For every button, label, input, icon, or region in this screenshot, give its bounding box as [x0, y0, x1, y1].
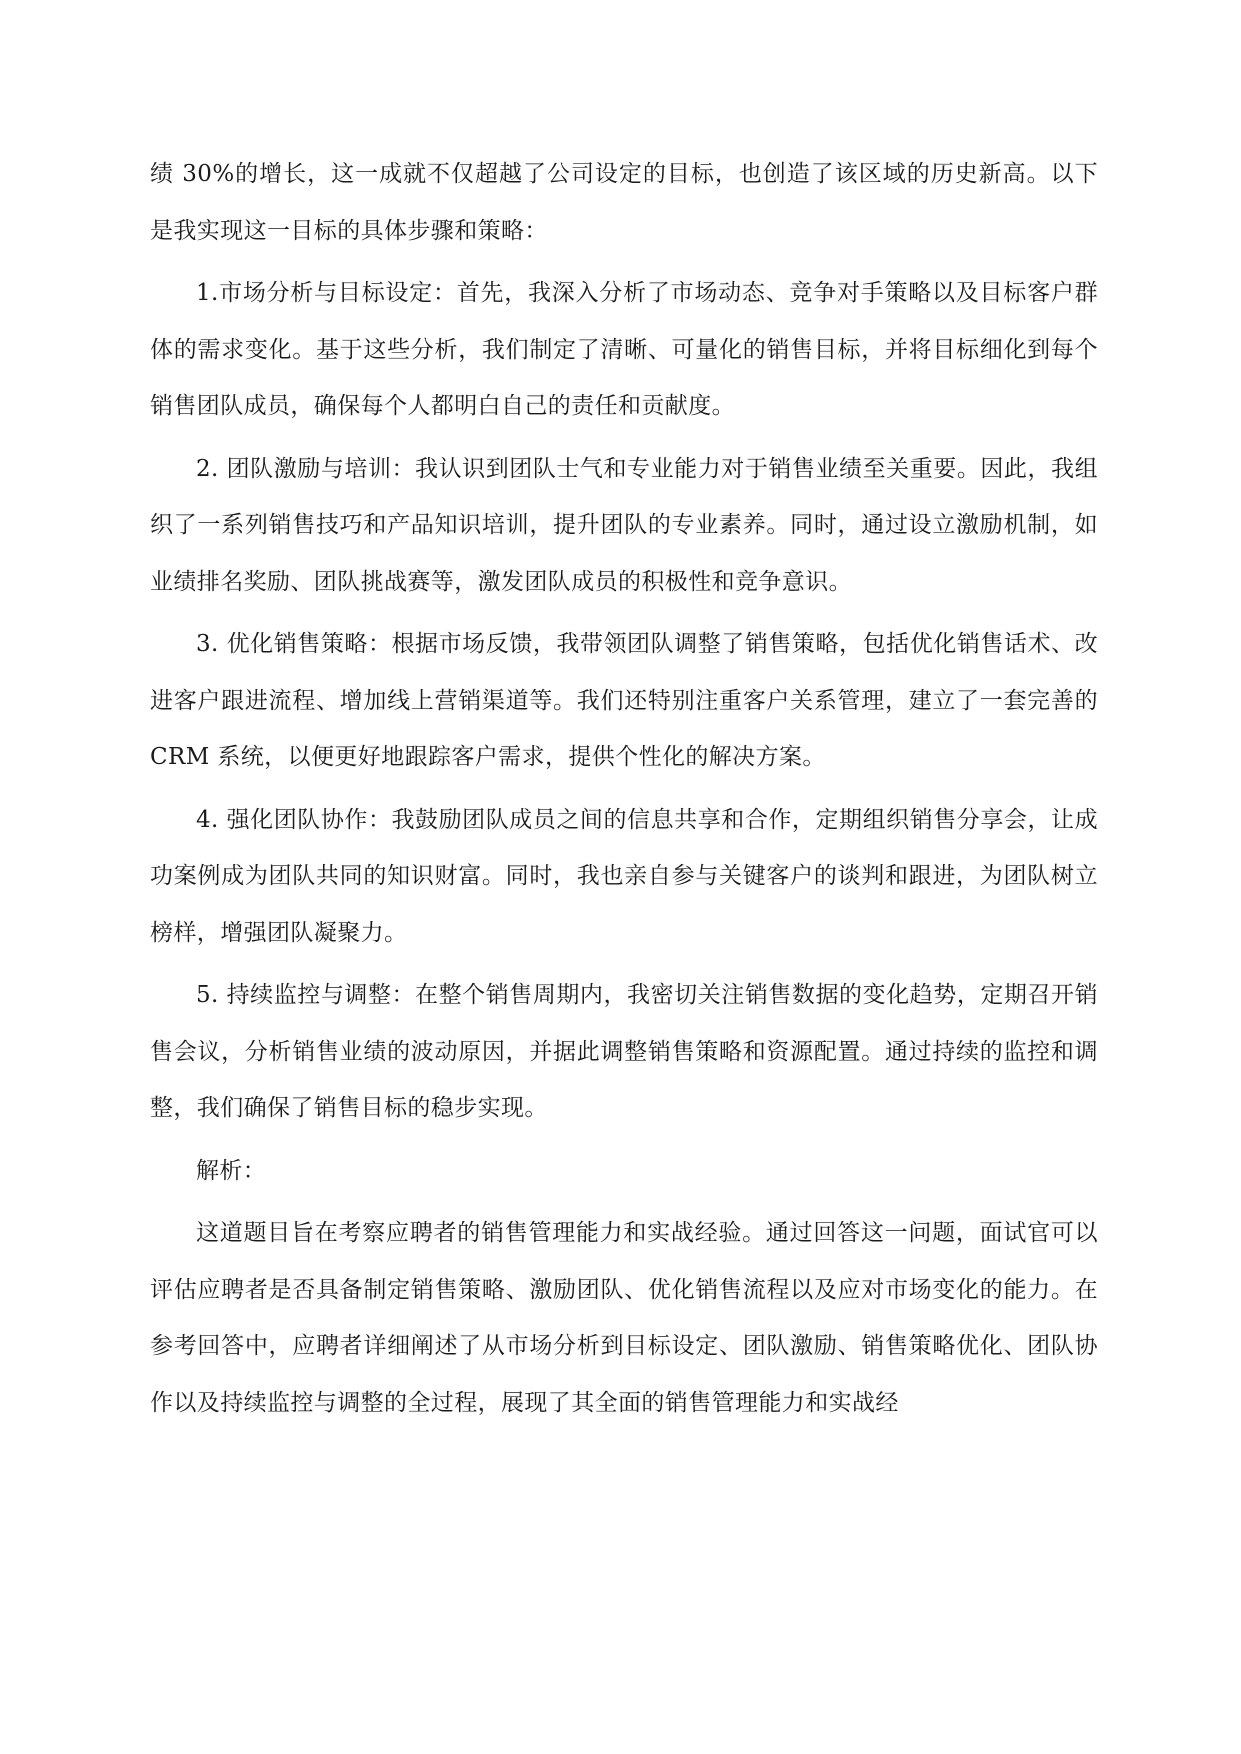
paragraph-step-1-market-analysis: 1.市场分析与目标设定：首先，我深入分析了市场动态、竞争对手策略以及目标客户群体的需求变化。基于这些分析，我们制定了清晰、可量化的销售目标，并将目标细化到每个销售团队成员，确保每个人都明白自己的责任和贡献度。: [150, 280, 1098, 419]
paragraph-step-4-team-collaboration: 4. 强化团队协作：我鼓励团队成员之间的信息共享和合作，定期组织销售分享会，让成功案例成为团队共同的知识财富。同时，我也亲自参与关键客户的谈判和跟进，为团队树立榜样，增强团队凝聚力。: [150, 806, 1098, 946]
paragraph-step-3-sales-strategy: 3. 优化销售策略：根据市场反馈，我带领团队调整了销售策略，包括优化销售话术、改进客户跟进流程、增加线上营销渠道等。我们还特别注重客户关系管理，建立了一套完善的 CRM 系统，以便更好地跟踪客户需求，提供个性化的解决方案。: [150, 631, 1098, 770]
paragraph-step-2-team-motivation: 2. 团队激励与培训：我认识到团队士气和专业能力对于销售业绩至关重要。因此，我组织了一系列销售技巧和产品知识培训，提升团队的专业素养。同时，通过设立激励机制，如业绩排名奖励、团队挑战赛等，激发团队成员的积极性和竞争意识。: [150, 455, 1098, 595]
document-body: [150, 146, 1098, 1437]
paragraph-analysis: 这道题目旨在考察应聘者的销售管理能力和实战经验。通过回答这一问题，面试官可以评估应聘者是否具备制定销售策略、激励团队、优化销售流程以及应对市场变化的能力。在参考回答中，应聘者详细阐述了从市场分析到目标设定、团队激励、销售策略优化、团队协作以及持续监控与调整的全过程，展现了其全面的销售管理能力和实战经: [150, 1220, 1098, 1416]
paragraph-continuation: 绩 30%的增长，这一成就不仅超越了公司设定的目标，也创造了该区域的历史新高。以下是我实现这一目标的具体步骤和策略：: [150, 161, 1098, 244]
paragraph-step-5-monitoring: 5. 持续监控与调整：在整个销售周期内，我密切关注销售数据的变化趋势，定期召开销售会议，分析销售业绩的波动原因，并据此调整销售策略和资源配置。通过持续的监控和调整，我们确保了销售目标的稳步实现。: [150, 982, 1098, 1121]
analysis-heading: 解析：: [196, 1157, 267, 1184]
